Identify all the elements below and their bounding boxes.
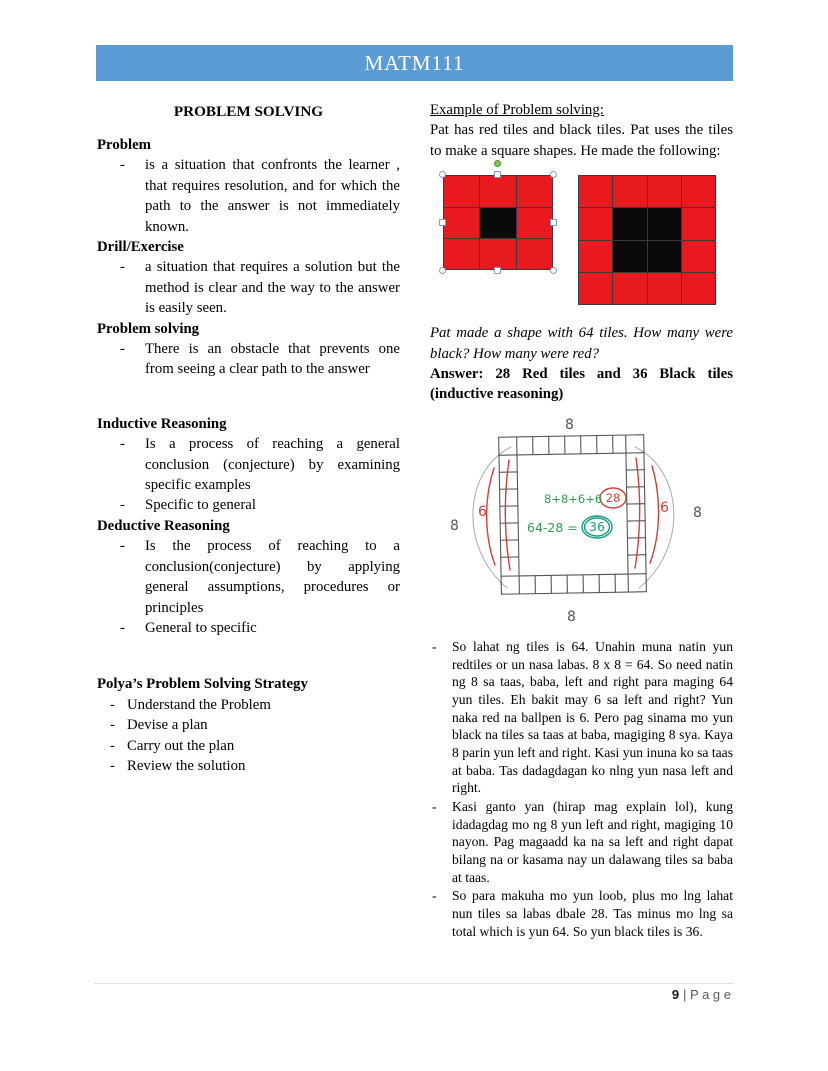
sketch-red-marks <box>486 458 658 570</box>
tile-figures-row <box>430 175 733 305</box>
sketch-top-count: 8 <box>564 416 574 433</box>
sketch-bottom-count: 8 <box>566 608 576 625</box>
tile-cell <box>444 239 479 269</box>
sketch-left-outer-count: 8 <box>449 517 459 534</box>
bullet-item: - Specific to general <box>97 495 400 515</box>
tile-cell <box>613 241 646 272</box>
strategy-item: - Understand the Problem <box>97 695 400 715</box>
page-footer <box>672 987 731 1002</box>
sketch-difference-result: 36 <box>588 518 605 534</box>
tile-cell <box>480 239 515 269</box>
tile-cell <box>517 176 552 206</box>
section-drill-exercise <box>97 237 400 319</box>
left-column <box>97 102 400 776</box>
strategy-item: - Review the solution <box>97 756 400 776</box>
bullet-item: - Is a process of reaching a general conclusion (conjecture) by examining specific examples <box>97 434 400 495</box>
sketch-right-outer-count: 8 <box>692 504 702 521</box>
tile-cell <box>579 208 612 239</box>
tile-cell <box>613 208 646 239</box>
page-label: | P a g e <box>683 987 731 1002</box>
course-header-banner <box>96 45 733 81</box>
sketch-difference-expression: 64-28 = <box>526 519 578 535</box>
strategy-heading: Polya’s Problem Solving Strategy <box>97 676 308 693</box>
section-heading: Problem solving <box>97 320 200 337</box>
tile-cell <box>579 176 612 207</box>
selection-handle-sw[interactable] <box>439 267 446 274</box>
tile-cell <box>648 273 681 304</box>
bullet-item: - There is an obstacle that prevents one from seeing a clear path to the answer <box>97 339 400 380</box>
section-problem-solving <box>97 319 400 380</box>
strategy-item: - Devise a plan <box>97 715 400 735</box>
explanation-item: - So para makuha mo yun loob, plus mo lng lahat nun tiles sa labas dbale 28. Tas minus mo lng sa total which is yun 64. So yun black tiles is 36. <box>430 887 733 940</box>
footer-divider <box>95 983 733 984</box>
tile-cell <box>517 208 552 238</box>
selection-handle-n[interactable] <box>494 171 501 178</box>
sketch-left-count: 6 <box>477 503 487 520</box>
tile-cell <box>444 208 479 238</box>
tile-cell <box>648 241 681 272</box>
explanation-list <box>430 638 733 940</box>
section-heading: Deductive Reasoning <box>97 517 230 534</box>
selection-handle-e[interactable] <box>550 219 557 226</box>
tile-cell <box>682 176 715 207</box>
tile-cell <box>682 208 715 239</box>
tile-cell <box>613 273 646 304</box>
sketch-ring <box>498 435 646 595</box>
explanation-item: - Kasi ganto yan (hirap mag explain lol), kung idadagdag mo ng 8 yun left and right, magiging 10 nayon. Pag magaadd ka na sa left and right dapat bilang na or kasama nay un dalawang tiles sa baba at taas. <box>430 798 733 886</box>
tile-cell <box>648 208 681 239</box>
tile-figure-small[interactable] <box>443 175 553 270</box>
tile-cell <box>648 176 681 207</box>
right-column <box>430 100 733 941</box>
page-number: 9 <box>671 987 680 1002</box>
selection-handle-ne[interactable] <box>550 171 557 178</box>
intro-paragraph: Pat has red tiles and black tiles. Pat uses the tiles to make a square shapes. He made the following: <box>430 122 733 159</box>
section-heading: Problem <box>97 136 151 153</box>
sketch-sum-result: 28 <box>605 490 620 505</box>
selection-handle-se[interactable] <box>550 267 557 274</box>
section-heading: Inductive Reasoning <box>97 415 227 432</box>
tile-cell <box>682 273 715 304</box>
section-problem <box>97 135 400 237</box>
sketch-right-count: 6 <box>659 499 669 516</box>
tile-cell <box>517 239 552 269</box>
tile-figure-large[interactable] <box>578 175 716 305</box>
section-inductive-reasoning <box>97 414 400 516</box>
strategy-item: - Carry out the plan <box>97 736 400 756</box>
selection-handle-s[interactable] <box>494 267 501 274</box>
bullet-item: - General to specific <box>97 618 400 638</box>
solution-sketch <box>447 413 717 628</box>
tile-grid-4x4 <box>578 175 716 305</box>
tile-cell <box>480 208 515 238</box>
bullet-item: - a situation that requires a solution but the method is clear and the way to the answer is easily seen. <box>97 257 400 318</box>
rotate-handle[interactable] <box>494 160 501 167</box>
tile-cell <box>682 241 715 272</box>
explanation-item: - So lahat ng tiles is 64. Unahin muna natin yun redtiles or un nasa labas. 8 x 8 = 64. So need natin ng 8 sa taas, baba, left and right para maging 64 yun tiles. Eh bakit may 6 sa left and right? Yun naka red na ballpen is 6. Pero pag sinama mo yun black na tiles sa taas at baba, magiging 8 sya. Kaya 8 parin yun left and right. Kasi yun inuna ko sa taas at baba. Tas dadagdagan ko nlng yun nasa left and right. <box>430 638 733 797</box>
selection-handle-w[interactable] <box>439 219 446 226</box>
tile-cell <box>579 241 612 272</box>
section-deductive-reasoning <box>97 516 400 638</box>
bullet-item: - is a situation that confronts the learner , that requires resolution, and for which the path to the answer is not immediately known. <box>97 155 400 237</box>
bullet-item: - Is the process of reaching to a conclusion(conjecture) by applying general assumptions, procedures or principles <box>97 536 400 618</box>
course-title: MATM111 <box>364 50 465 75</box>
example-heading: Example of Problem solving: <box>430 102 604 118</box>
tile-cell <box>480 176 515 206</box>
tile-grid-3x3 <box>443 175 553 270</box>
tile-cell <box>613 176 646 207</box>
tile-cell <box>579 273 612 304</box>
answer-text: Answer: 28 Red tiles and 36 Black tiles (inductive reasoning) <box>430 366 733 403</box>
sketch-sum-expression: 8+8+6+6 <box>543 491 602 506</box>
section-heading: Drill/Exercise <box>97 239 184 255</box>
question-text: Pat made a shape with 64 tiles. How many were black? How many were red? <box>430 325 733 362</box>
page-title: PROBLEM SOLVING <box>173 103 324 120</box>
tile-cell <box>444 176 479 206</box>
